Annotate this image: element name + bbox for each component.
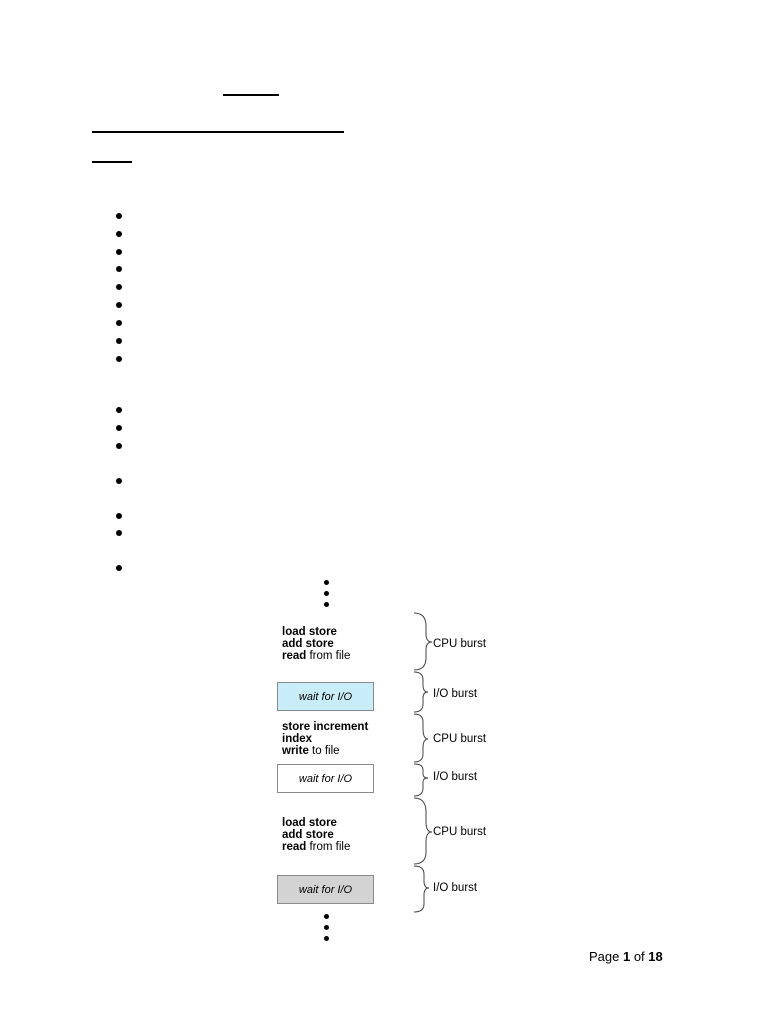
current-page: 1 <box>622 949 631 964</box>
code-line: load store <box>282 626 337 638</box>
list-bullet <box>116 231 122 237</box>
list-bullet <box>116 513 122 519</box>
list-bullet <box>116 320 122 326</box>
list-bullet <box>116 565 122 571</box>
code-line: add store <box>282 829 334 841</box>
brace-io-3 <box>414 866 429 912</box>
brace-cpu-2 <box>414 714 428 762</box>
list-bullet <box>116 407 122 413</box>
list-bullet <box>116 356 122 362</box>
brace-io-2 <box>414 764 428 796</box>
list-bullet <box>116 284 122 290</box>
cpu-block-1 <box>282 626 350 662</box>
list-bullet <box>116 249 122 255</box>
list-bullet <box>116 302 122 308</box>
list-bullet <box>116 478 122 484</box>
page-number-footer <box>589 949 663 964</box>
ellipsis-dot-bottom <box>324 925 329 930</box>
code-line: read from file <box>282 841 351 853</box>
brace-cpu-1 <box>414 613 432 670</box>
burst-braces <box>412 608 438 918</box>
io-burst-label: I/O burst <box>433 771 478 783</box>
cpu-block-3 <box>282 817 350 853</box>
list-bullet <box>116 266 122 272</box>
total-pages: 18 <box>648 949 663 964</box>
cpu-burst-label: CPU burst <box>433 733 487 745</box>
code-line: index <box>282 733 313 745</box>
list-bullet <box>116 443 122 449</box>
brace-cpu-3 <box>414 798 432 864</box>
code-line: add store <box>282 638 334 650</box>
wait-io-box-3: wait for I/O <box>277 875 374 904</box>
brace-io-1 <box>414 672 428 712</box>
code-line: load store <box>282 817 337 829</box>
list-bullet <box>116 530 122 536</box>
list-bullet <box>116 213 122 219</box>
redacted-title-underline <box>223 94 279 96</box>
of-text: of <box>630 949 649 964</box>
ellipsis-dot-bottom <box>324 936 329 941</box>
page-prefix: Page <box>589 949 623 964</box>
io-burst-label: I/O burst <box>433 882 478 894</box>
cpu-block-2 <box>282 721 368 757</box>
ellipsis-dot-top <box>324 580 329 585</box>
redacted-subheading-underline <box>92 161 132 163</box>
ellipsis-dot-bottom <box>324 914 329 919</box>
code-line: read from file <box>282 650 351 662</box>
cpu-burst-label: CPU burst <box>433 826 487 838</box>
redacted-heading-underline <box>92 131 344 133</box>
ellipsis-dot-top <box>324 602 329 607</box>
code-line: write to file <box>282 745 340 757</box>
list-bullet <box>116 425 122 431</box>
code-line: store increment <box>282 721 369 733</box>
wait-io-box-2: wait for I/O <box>277 764 374 793</box>
ellipsis-dot-top <box>324 591 329 596</box>
io-burst-label: I/O burst <box>433 688 478 700</box>
list-bullet <box>116 338 122 344</box>
wait-io-box-1: wait for I/O <box>277 682 374 711</box>
cpu-burst-label: CPU burst <box>433 638 487 650</box>
